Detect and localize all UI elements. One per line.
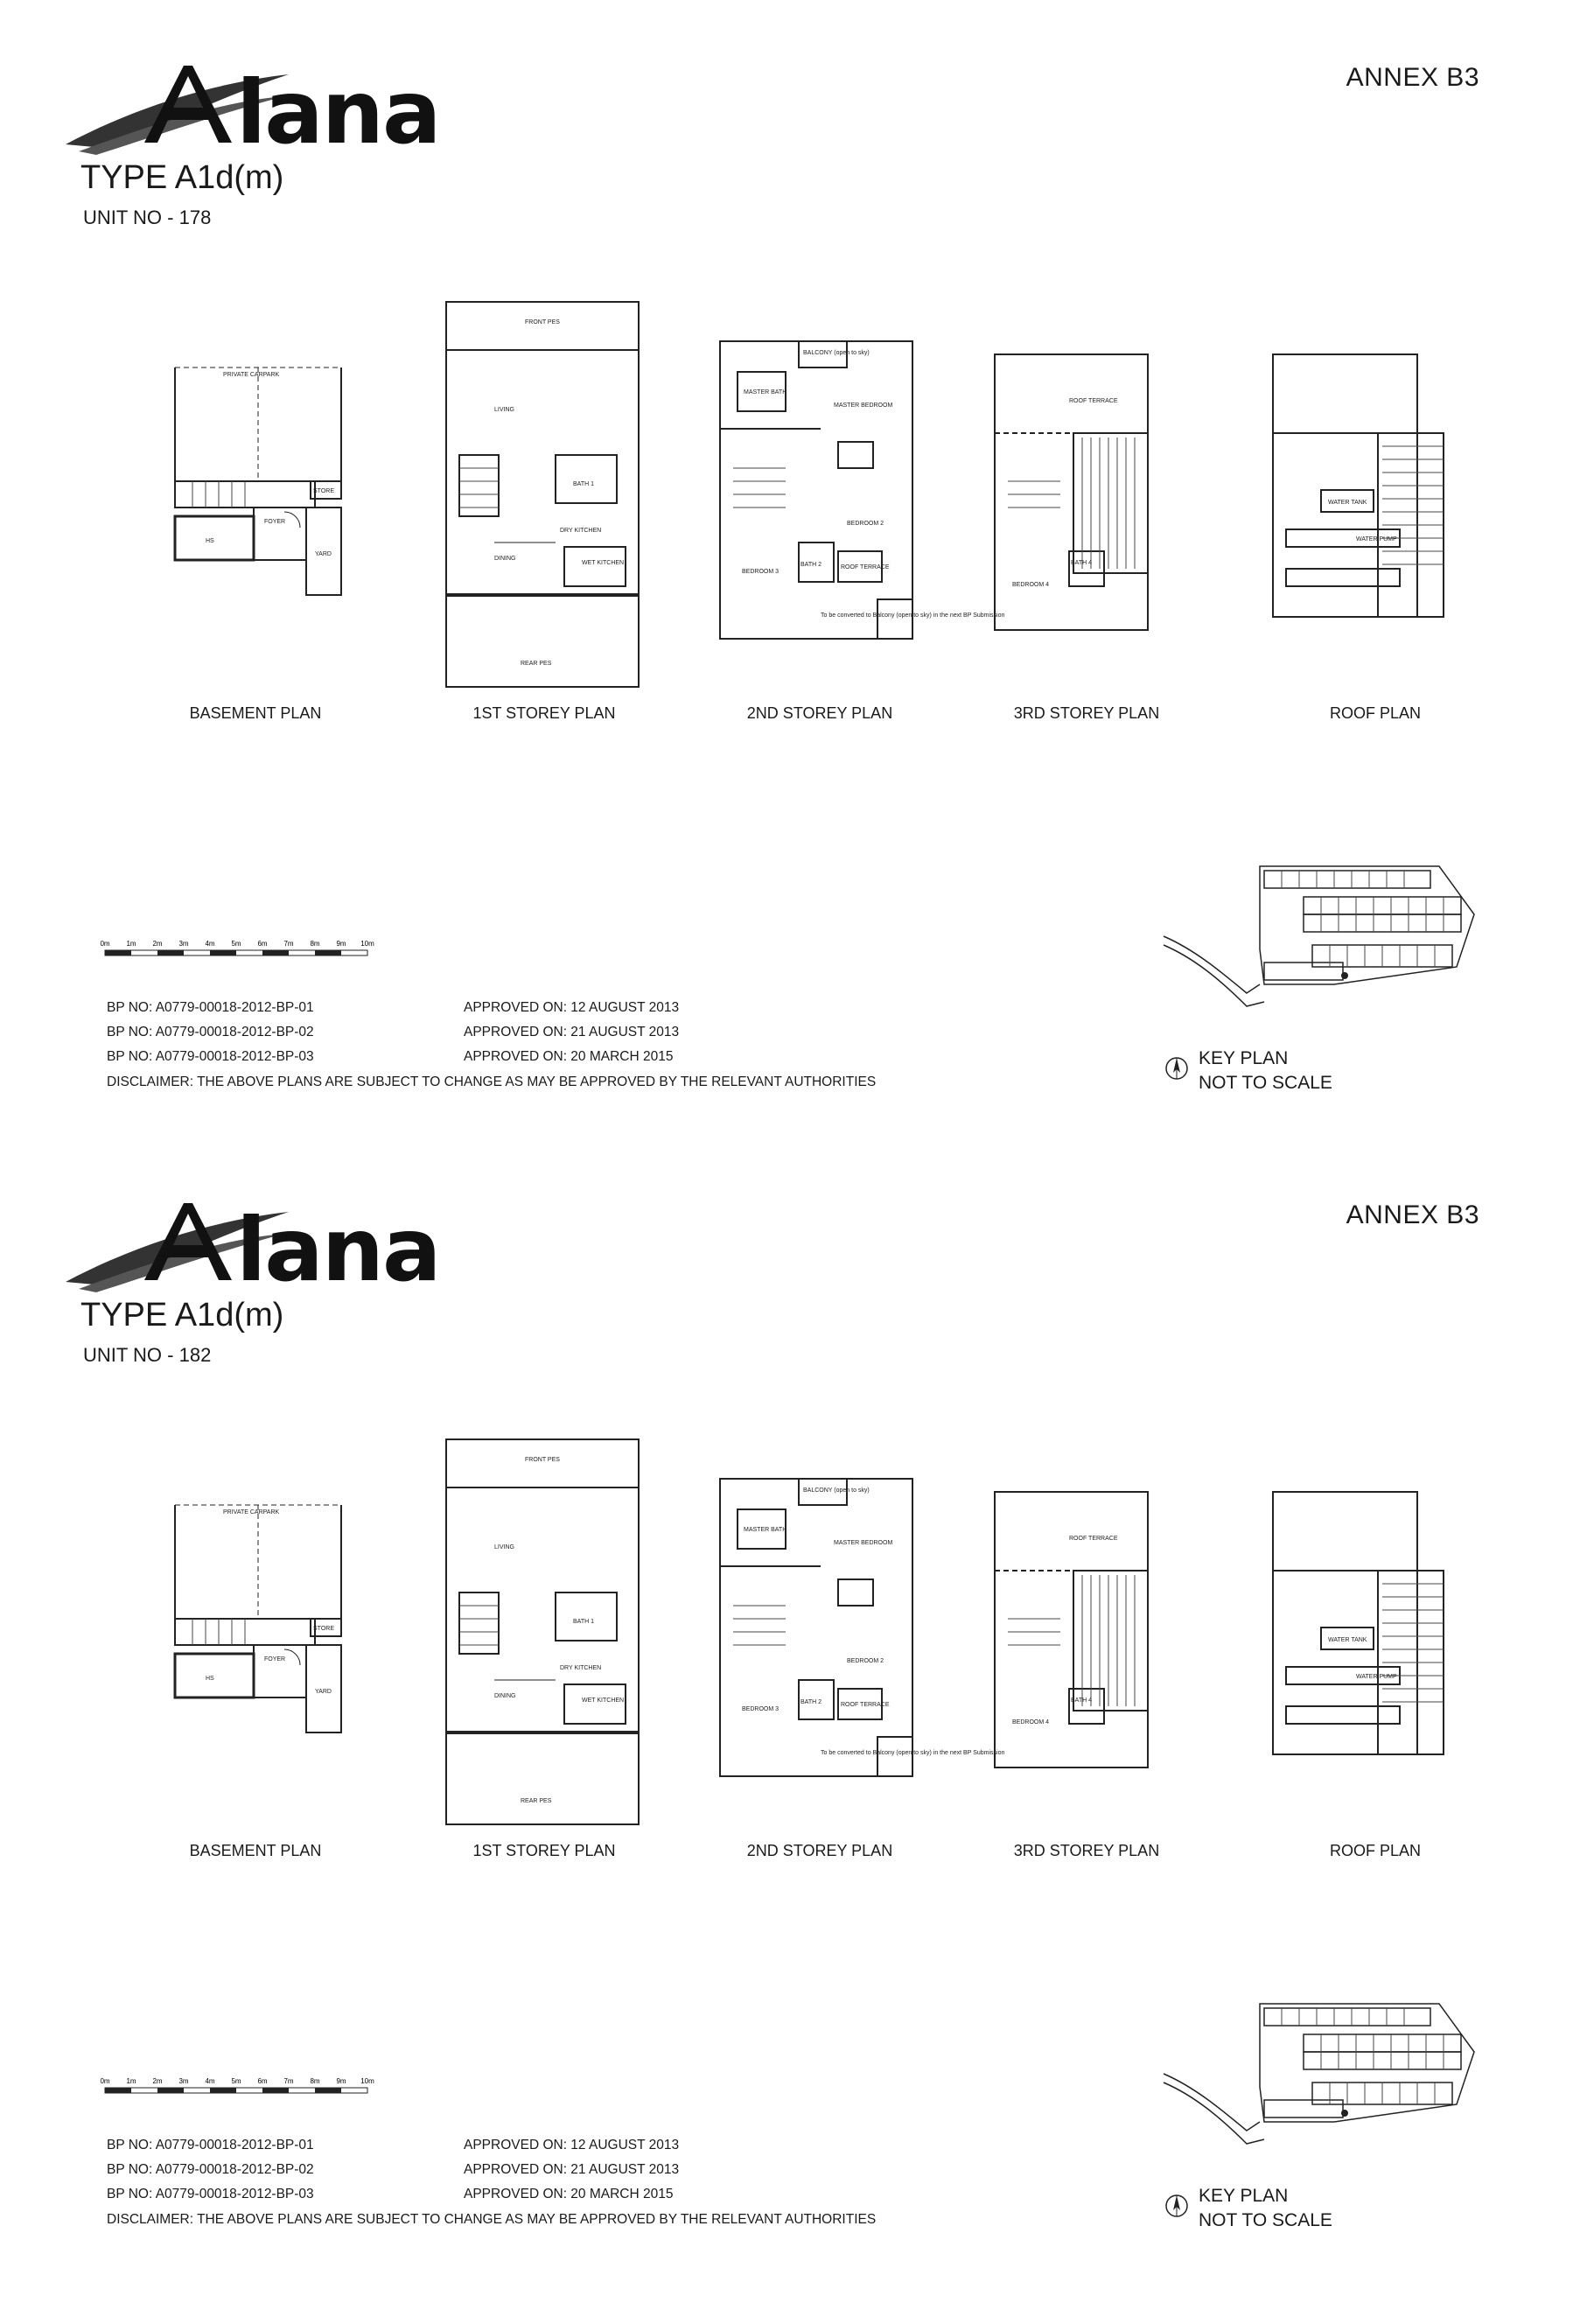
room-label: DINING: [494, 1693, 516, 1699]
room-label: STORE: [313, 488, 334, 494]
room-label: BATH 1: [573, 1619, 594, 1625]
room-label: ROOF TERRACE: [1069, 1536, 1118, 1542]
roof-plan-drawing: [1269, 350, 1452, 621]
bp-number: BP NO: A0779-00018-2012-BP-02: [107, 1025, 314, 1040]
plan-note: To be converted to Balcony (open to sky) in the next BP Submission: [821, 612, 1005, 619]
room-label: BATH 2: [800, 562, 821, 568]
scale-tick-label: 6m: [257, 2077, 268, 2085]
second-storey-plan-label: 2ND STOREY PLAN: [746, 1842, 893, 1859]
svg-text:lana: lana: [236, 1199, 440, 1301]
roof-plan-label: ROOF PLAN: [1329, 1842, 1422, 1859]
scale-tick-label: 8m: [310, 2077, 320, 2085]
disclaimer: DISCLAIMER: THE ABOVE PLANS ARE SUBJECT TO CHANGE AS MAY BE APPROVED BY THE RELEVANT AUTHORITIES: [107, 1074, 877, 1089]
scale-bar: [100, 2072, 385, 2107]
room-label: BEDROOM 2: [847, 521, 884, 527]
room-label: WATER TANK: [1328, 500, 1367, 506]
room-label: BEDROOM 4: [1012, 582, 1050, 588]
scale-tick-label: 5m: [231, 2077, 241, 2085]
basement-plan-drawing: [157, 1488, 367, 1750]
room-label: ROOF TERRACE: [841, 564, 890, 570]
scale-segment: [210, 950, 236, 956]
scale-segment: [315, 2088, 341, 2093]
key-plan-drawing: [1159, 1999, 1492, 2157]
room-label: WATER PUMP: [1356, 536, 1397, 542]
key-plan-drawing: [1159, 862, 1492, 1019]
room-label: LIVING: [494, 1544, 514, 1550]
key-plan-label: KEY PLAN: [1199, 1048, 1289, 1068]
room-label: BATH 4: [1071, 1698, 1092, 1704]
second-storey-plan-drawing: [716, 1474, 1005, 1789]
basement-plan-label: BASEMENT PLAN: [189, 1842, 322, 1859]
unit-number: UNIT NO - 182: [83, 1344, 212, 1366]
unit-type: TYPE A1d(m): [80, 159, 284, 196]
key-plan-label: KEY PLAN: [1199, 2186, 1289, 2206]
room-label: BATH 2: [800, 1699, 821, 1705]
room-label: REAR PES: [521, 1798, 552, 1804]
not-to-scale-label: NOT TO SCALE: [1199, 1073, 1332, 1093]
approved-date: APPROVED ON: 21 AUGUST 2013: [464, 1025, 680, 1040]
room-label: BALCONY (open to sky): [803, 350, 870, 356]
bp-number: BP NO: A0779-00018-2012-BP-03: [107, 2187, 314, 2202]
scale-tick-label: 3m: [178, 2077, 189, 2085]
roof-plan-drawing: [1269, 1488, 1452, 1759]
basement-plan-drawing: [157, 350, 367, 612]
unit-number: UNIT NO - 178: [83, 206, 212, 228]
room-label: HS: [206, 1676, 214, 1682]
scale-segment: [262, 950, 289, 956]
approved-date: APPROVED ON: 20 MARCH 2015: [464, 2187, 674, 2202]
room-label: ROOF TERRACE: [1069, 398, 1118, 404]
second-storey-plan-drawing: [716, 337, 1005, 652]
scale-bar: [100, 934, 385, 970]
plan-sheet: [0, 0, 1580, 1138]
scale-tick-label: 2m: [152, 2077, 163, 2085]
scale-tick-label: 1m: [126, 2077, 136, 2085]
scale-tick-label: 9m: [336, 2077, 346, 2085]
scale-tick-label: 4m: [205, 940, 215, 948]
plan-sheet: [0, 1138, 1580, 2275]
alana-logo: [61, 1186, 499, 1299]
room-label: PRIVATE CARPARK: [223, 372, 280, 378]
scale-tick-label: 3m: [178, 940, 189, 948]
north-arrow-icon: [1164, 1055, 1190, 1082]
scale-tick-label: 4m: [205, 2077, 215, 2085]
first-storey-plan-label: 1ST STOREY PLAN: [472, 1842, 616, 1859]
approved-date: APPROVED ON: 12 AUGUST 2013: [464, 1000, 680, 1015]
room-label: BEDROOM 4: [1012, 1719, 1050, 1726]
first-storey-plan-drawing: [442, 1435, 643, 1829]
scale-tick-label: 2m: [152, 940, 163, 948]
scale-tick-label: 0m: [100, 2077, 110, 2085]
room-label: YARD: [315, 1689, 332, 1695]
scale-tick-label: 7m: [283, 2077, 294, 2085]
room-label: LIVING: [494, 407, 514, 413]
room-label: WATER PUMP: [1356, 1674, 1397, 1680]
plan-note: To be converted to Balcony (open to sky) in the next BP Submission: [821, 1750, 1005, 1756]
scale-tick-label: 0m: [100, 940, 110, 948]
room-label: BEDROOM 3: [742, 1706, 780, 1712]
approved-date: APPROVED ON: 20 MARCH 2015: [464, 1049, 674, 1064]
unit-type: TYPE A1d(m): [80, 1297, 284, 1334]
basement-plan-label: BASEMENT PLAN: [189, 704, 322, 722]
scale-tick-label: 1m: [126, 940, 136, 948]
bp-number: BP NO: A0779-00018-2012-BP-01: [107, 1000, 314, 1015]
room-label: BATH 1: [573, 481, 594, 487]
room-label: DRY KITCHEN: [560, 528, 602, 534]
room-label: REAR PES: [521, 661, 552, 667]
third-storey-plan-drawing: [990, 350, 1165, 639]
approved-date: APPROVED ON: 21 AUGUST 2013: [464, 2162, 680, 2177]
scale-tick-label: 6m: [257, 940, 268, 948]
room-label: MASTER BEDROOM: [834, 402, 893, 409]
room-label: BEDROOM 2: [847, 1658, 884, 1664]
not-to-scale-label: NOT TO SCALE: [1199, 2210, 1332, 2230]
room-label: FRONT PES: [525, 319, 560, 326]
room-label: BEDROOM 3: [742, 569, 780, 575]
room-label: MASTER BATH: [744, 389, 787, 396]
room-label: DRY KITCHEN: [560, 1665, 602, 1671]
alana-logo: [61, 48, 499, 162]
annex-label: ANNEX B3: [1346, 63, 1479, 92]
scale-tick-label: 10m: [360, 940, 374, 948]
room-label: FOYER: [264, 519, 286, 525]
scale-segment: [157, 2088, 184, 2093]
third-storey-plan-label: 3RD STOREY PLAN: [1013, 704, 1160, 722]
scale-segment: [157, 950, 184, 956]
approved-date: APPROVED ON: 12 AUGUST 2013: [464, 2138, 680, 2152]
first-storey-plan-drawing: [442, 298, 643, 691]
svg-text:lana: lana: [236, 61, 440, 164]
scale-segment: [105, 2088, 131, 2093]
room-label: BATH 4: [1071, 560, 1092, 566]
room-label: ROOF TERRACE: [841, 1702, 890, 1708]
room-label: PRIVATE CARPARK: [223, 1509, 280, 1516]
room-label: WATER TANK: [1328, 1637, 1367, 1643]
room-label: MASTER BATH: [744, 1527, 787, 1533]
room-label: HS: [206, 538, 214, 544]
room-label: WET KITCHEN: [582, 560, 625, 566]
room-label: FRONT PES: [525, 1457, 560, 1463]
scale-tick-label: 10m: [360, 2077, 374, 2085]
room-label: FOYER: [264, 1656, 286, 1662]
disclaimer: DISCLAIMER: THE ABOVE PLANS ARE SUBJECT TO CHANGE AS MAY BE APPROVED BY THE RELEVANT AUTHORITIES: [107, 2212, 877, 2227]
room-label: STORE: [313, 1626, 334, 1632]
scale-segment: [105, 950, 131, 956]
third-storey-plan-drawing: [990, 1488, 1165, 1776]
scale-tick-label: 8m: [310, 940, 320, 948]
second-storey-plan-label: 2ND STOREY PLAN: [746, 704, 893, 722]
north-arrow-icon: [1164, 2193, 1190, 2219]
bp-number: BP NO: A0779-00018-2012-BP-03: [107, 1049, 314, 1064]
scale-tick-label: 9m: [336, 940, 346, 948]
room-label: BALCONY (open to sky): [803, 1488, 870, 1494]
scale-tick-label: 7m: [283, 940, 294, 948]
bp-number: BP NO: A0779-00018-2012-BP-02: [107, 2162, 314, 2177]
room-label: YARD: [315, 551, 332, 557]
room-label: WET KITCHEN: [582, 1698, 625, 1704]
room-label: DINING: [494, 556, 516, 562]
scale-tick-label: 5m: [231, 940, 241, 948]
annex-label: ANNEX B3: [1346, 1200, 1479, 1229]
first-storey-plan-label: 1ST STOREY PLAN: [472, 704, 616, 722]
bp-number: BP NO: A0779-00018-2012-BP-01: [107, 2138, 314, 2152]
room-label: MASTER BEDROOM: [834, 1540, 893, 1546]
scale-segment: [262, 2088, 289, 2093]
scale-segment: [315, 950, 341, 956]
scale-segment: [210, 2088, 236, 2093]
roof-plan-label: ROOF PLAN: [1329, 704, 1422, 722]
third-storey-plan-label: 3RD STOREY PLAN: [1013, 1842, 1160, 1859]
